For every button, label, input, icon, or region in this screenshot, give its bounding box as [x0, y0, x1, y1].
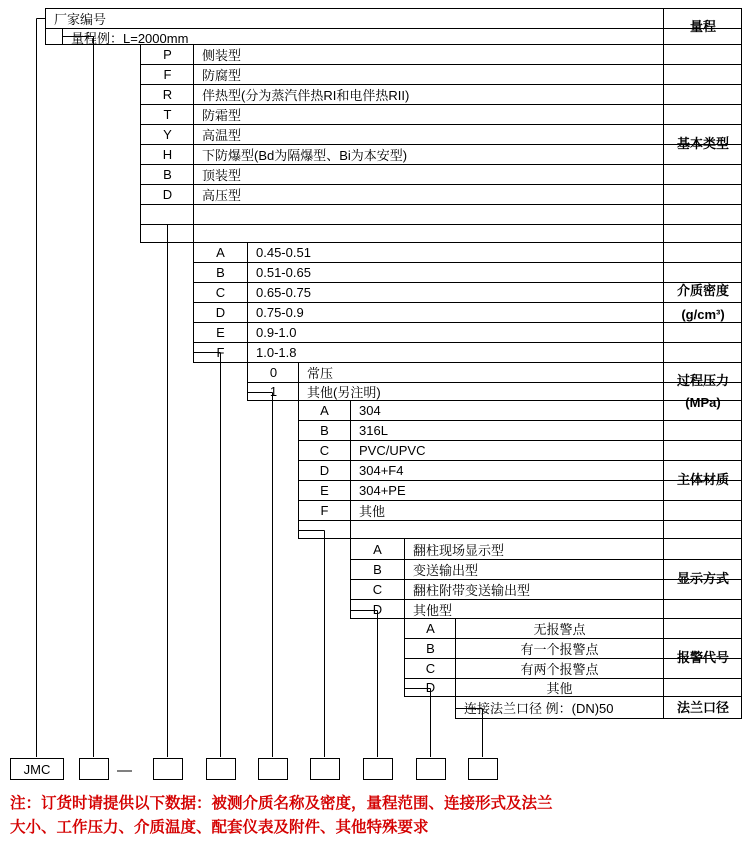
basic-type-desc: [194, 145, 663, 164]
material-code: [299, 441, 350, 460]
basic-type-code: [141, 125, 194, 144]
display-code: [351, 580, 404, 599]
code-box-basic-type[interactable]: [153, 758, 183, 780]
flange-desc: [456, 697, 663, 718]
row-range-example: [63, 29, 663, 45]
density-code: [194, 243, 247, 262]
density-desc: [248, 263, 663, 282]
density-desc: [248, 323, 663, 342]
density-desc: [248, 283, 663, 302]
code-box-flange[interactable]: [468, 758, 498, 780]
basic-type-code: [141, 145, 194, 164]
order-note-line2: 大小、工作压力、介质温度、配套仪表及附件、其他特殊要求: [10, 819, 429, 837]
alarm-desc-text: 无报警点: [533, 622, 586, 637]
density-code-text: D: [215, 305, 226, 320]
basic-type-desc-text: 侧装型: [202, 48, 242, 63]
material-desc-text: 其他: [359, 504, 386, 519]
code-box-pressure[interactable]: [258, 758, 288, 780]
basic-type-desc-text: 高温型: [202, 128, 242, 143]
code-box-material[interactable]: [310, 758, 340, 780]
density-desc-text: 1.0-1.8: [256, 345, 297, 360]
density-desc-text: 0.9-1.0: [256, 325, 297, 340]
density-code: [194, 283, 247, 302]
basic-type-code: [141, 105, 194, 124]
material-desc: [351, 401, 663, 420]
density-code-text: F: [216, 345, 225, 360]
basic-type-desc: [194, 165, 663, 184]
pressure-code-text: 0: [269, 365, 278, 380]
display-code: [351, 600, 404, 618]
code-box-display[interactable]: [363, 758, 393, 780]
group-label-basic-type-text: 基本类型: [676, 136, 729, 152]
material-desc: [351, 481, 663, 500]
display-desc-text: 翻柱现场显示型: [413, 542, 505, 558]
flange-desc-text: 连接法兰口径 例：(DN)50: [464, 701, 614, 716]
display-desc-text: 其他型: [413, 602, 453, 618]
alarm-desc-text: 其他: [546, 681, 573, 696]
group-label-basic-type: [664, 45, 742, 243]
basic-type-desc-text: 顶装型: [202, 168, 242, 183]
basic-type-code-text: Y: [163, 127, 172, 142]
density-desc-text: 0.51-0.65: [256, 265, 311, 280]
basic-type-code-text: P: [163, 47, 172, 62]
material-desc-text: 304+PE: [359, 483, 406, 498]
group-label-pressure-unit: (MPa): [685, 395, 721, 410]
alarm-desc-text: 有两个报警点: [520, 662, 599, 677]
group-label-pressure-text: 过程压力: [676, 373, 729, 389]
material-desc-text: 316L: [359, 423, 388, 438]
group-label-material: [664, 421, 742, 539]
code-box-manufacturer[interactable]: [10, 758, 64, 780]
material-code-text: D: [319, 463, 330, 478]
alarm-code-text: D: [425, 680, 436, 695]
basic-type-code-text: H: [162, 147, 173, 162]
display-desc-text: 翻柱附带变送输出型: [413, 583, 531, 598]
density-desc: [248, 343, 663, 362]
display-code-text: C: [372, 582, 383, 597]
order-note-line1: 注：订货时请提供以下数据：被测介质名称及密度，量程范围、连接形式及法兰: [10, 795, 553, 812]
basic-type-desc: [194, 105, 663, 124]
display-desc: [405, 580, 663, 599]
pressure-code: [248, 383, 299, 400]
material-desc-text: 304: [359, 403, 381, 418]
material-desc-text: PVC/UPVC: [359, 443, 426, 458]
display-desc-text: 变送输出型: [413, 563, 479, 578]
alarm-code: [405, 679, 456, 696]
alarm-desc: [456, 659, 663, 678]
basic-type-desc-text: 下防爆型(Bd为隔爆型、Bi为本安型): [202, 148, 408, 163]
group-label-density-unit: (g/cm³): [681, 307, 725, 322]
density-code: [194, 303, 247, 322]
density-desc-text: 0.75-0.9: [256, 305, 304, 320]
group-label-material-text: 主体材质: [676, 472, 729, 488]
density-code: [194, 323, 247, 342]
density-desc-text: 0.65-0.75: [256, 285, 311, 300]
group-label-display: [664, 539, 742, 619]
alarm-desc: [456, 619, 663, 638]
density-code: [194, 343, 247, 362]
density-code-text: B: [216, 265, 225, 280]
density-code-text: A: [216, 245, 225, 260]
basic-type-code-text: D: [162, 187, 173, 202]
row-range-example-label: 量程例：L=2000mm: [71, 30, 189, 46]
basic-type-desc: [194, 85, 663, 104]
group-label-alarm: [664, 619, 742, 697]
material-code: [299, 481, 350, 500]
density-desc-text: 0.45-0.51: [256, 245, 311, 260]
basic-type-desc: [194, 65, 663, 84]
display-code-text: D: [372, 601, 383, 617]
pressure-code: [248, 363, 299, 382]
basic-type-code: [141, 65, 194, 84]
basic-type-code-text: B: [163, 167, 172, 182]
material-code: [299, 401, 350, 420]
alarm-code: [405, 639, 456, 658]
basic-type-code-text: R: [162, 87, 173, 102]
group-label-range: [664, 9, 742, 45]
alarm-code-text: C: [425, 661, 436, 676]
material-code-text: A: [320, 403, 329, 418]
basic-type-desc: [194, 125, 663, 144]
basic-type-desc-text: 高压型: [202, 188, 242, 203]
code-box-density[interactable]: [206, 758, 236, 780]
row-manufacturer-code-label: 厂家编号: [54, 12, 107, 27]
display-code: [351, 560, 404, 579]
alarm-code-text: A: [426, 621, 435, 636]
display-desc: [405, 560, 663, 579]
alarm-desc: [456, 679, 663, 696]
group-label-density-text: 介质密度: [676, 283, 729, 299]
material-desc-text: 304+F4: [359, 463, 404, 478]
group-label-flange-text: 法兰口径: [676, 700, 729, 716]
material-desc: [351, 461, 663, 480]
basic-type-code-text: T: [163, 107, 172, 122]
group-label-pressure: [664, 363, 742, 421]
material-code-text: F: [320, 503, 329, 518]
density-desc: [248, 243, 663, 262]
pressure-code-text: 1: [269, 384, 278, 399]
code-separator-dash-text: —: [117, 762, 132, 779]
code-box-alarm[interactable]: [416, 758, 446, 780]
material-code: [299, 461, 350, 480]
basic-type-desc-text: 防霜型: [202, 108, 242, 123]
material-code-text: E: [320, 483, 329, 498]
density-code-text: C: [215, 285, 226, 300]
group-label-density: [664, 243, 742, 363]
pressure-desc-text: 常压: [307, 366, 334, 381]
basic-type-code: [141, 85, 194, 104]
basic-type-desc-text: 伴热型(分为蒸汽伴热RI和电伴热RII): [202, 88, 410, 103]
order-note: [10, 792, 745, 840]
code-box-range[interactable]: [79, 758, 109, 780]
code-box-manufacturer-label: JMC: [23, 761, 51, 777]
material-code: [299, 421, 350, 440]
display-code: [351, 539, 404, 559]
density-desc: [248, 303, 663, 322]
alarm-desc-text: 有一个报警点: [520, 642, 599, 657]
group-label-flange: [664, 697, 742, 719]
display-code-text: B: [373, 562, 382, 577]
display-code-text: A: [373, 541, 382, 557]
row-manufacturer-code: [46, 9, 663, 28]
material-code: [299, 501, 350, 520]
basic-type-desc: [194, 185, 663, 204]
alarm-code: [405, 659, 456, 678]
basic-type-code: [141, 165, 194, 184]
alarm-code-text: B: [426, 641, 435, 656]
material-code-text: C: [319, 443, 330, 458]
basic-type-code: [141, 45, 194, 64]
alarm-code: [405, 619, 456, 638]
material-code-text: B: [320, 423, 329, 438]
basic-type-desc: [194, 45, 663, 64]
material-desc: [351, 421, 663, 440]
group-label-display-text: 显示方式: [676, 571, 729, 587]
display-desc: [405, 539, 663, 559]
basic-type-desc-text: 防腐型: [202, 68, 242, 83]
material-desc: [351, 441, 663, 460]
density-code-text: E: [216, 325, 225, 340]
display-desc: [405, 600, 663, 618]
group-label-range-text: 量程: [689, 19, 716, 35]
density-code: [194, 263, 247, 282]
basic-type-code-text: F: [163, 67, 172, 82]
pressure-desc: [299, 363, 663, 382]
basic-type-code: [141, 185, 194, 204]
code-separator-dash: [117, 763, 132, 778]
pressure-desc-text: 其他(另注明): [307, 385, 381, 400]
group-label-alarm-text: 报警代号: [676, 650, 729, 666]
alarm-desc: [456, 639, 663, 658]
pressure-desc: [299, 383, 663, 400]
material-desc: [351, 501, 663, 520]
